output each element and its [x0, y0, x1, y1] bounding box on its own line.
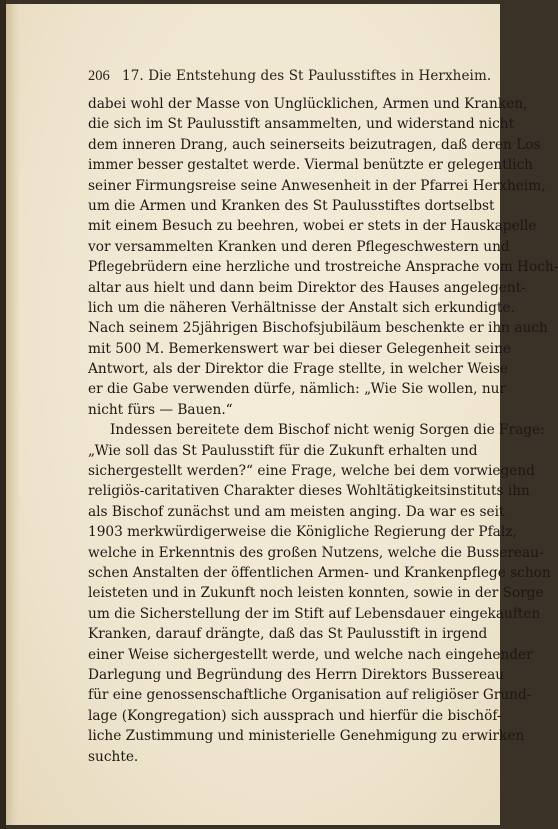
text-line: Indessen bereitete dem Bischof nicht wenig Sorgen die Frage:: [110, 422, 545, 439]
text-line: „Wie soll das St Paulusstift für die Zukunft erhalten und: [88, 442, 478, 459]
text-line: religiös-caritativen Charakter dieses Wohltätigkeitsinstituts ihn: [88, 483, 530, 500]
page-header: [88, 68, 492, 90]
text-line: als Bischof zunächst und am meisten anging. Da war es seit: [88, 503, 505, 520]
text-line: seiner Firmungsreise seine Anwesenheit in der Pfarrei Herxheim,: [88, 177, 546, 194]
text-line: Nach seinem 25jährigen Bischofsjubiläum beschenkte er ihn auch: [88, 320, 548, 337]
text-line: liche Zustimmung und ministerielle Genehmigung zu erwirken: [88, 728, 525, 745]
text-line: um die Armen und Kranken des St Paulusstiftes dortselbst: [88, 197, 495, 214]
text-line: Pflegebrüdern eine herzliche und trostreiche Ansprache vom Hoch-: [88, 259, 558, 276]
text-line: altar aus hielt und dann beim Direktor des Hauses angelegent-: [88, 279, 526, 296]
text-line: welche in Erkenntnis des großen Nutzens, welche die Bussereau-: [88, 544, 544, 561]
text-line: sichergestellt werden?“ eine Frage, welche bei dem vorwiegend: [88, 463, 535, 480]
text-line: Kranken, darauf drängte, daß das St Paulusstift in irgend: [88, 626, 488, 643]
text-line: Antwort, als der Direktor die Frage stellte, in welcher Weise: [88, 361, 508, 378]
page-number: 206: [88, 68, 110, 84]
text-line: er die Gabe verwenden dürfe, nämlich: „Wie Sie wollen, nur: [88, 381, 507, 398]
text-line: lich um die näheren Verhältnisse der Anstalt sich erkundigte.: [88, 299, 515, 316]
text-line: lage (Kongregation) sich aussprach und hierfür die bischöf-: [88, 707, 502, 724]
body-text: [88, 94, 558, 767]
text-line: Darlegung und Begründung des Herrn Direktors Bussereau: [88, 666, 505, 683]
text-line: schen Anstalten der öffentlichen Armen- und Krankenpflege schon: [88, 564, 551, 581]
text-line: mit einem Besuch zu beehren, wobei er stets in der Hauskapelle: [88, 218, 537, 235]
page-gutter: [6, 4, 20, 825]
text-line: 1903 merkwürdigerweise die Königliche Regierung der Pfalz,: [88, 524, 517, 541]
text-line: immer besser gestaltet werde. Viermal benützte er gelegentlich: [88, 157, 533, 174]
text-line: suchte.: [88, 748, 139, 765]
text-line: um die Sicherstellung der im Stift auf Lebensdauer eingekauften: [88, 605, 541, 622]
text-line: vor versammelten Kranken und deren Pflegeschwestern und: [88, 238, 510, 255]
text-line: leisteten und in Zukunft noch leisten konnten, sowie in der Sorge: [88, 585, 544, 602]
text-line: mit 500 M. Bemerkenswert war bei dieser Gelegenheit seine: [88, 340, 511, 357]
book-page: [6, 4, 558, 825]
text-line: einer Weise sichergestellt werde, und welche nach eingehender: [88, 646, 533, 663]
paragraph-2: [88, 420, 551, 767]
text-line: die sich im St Paulusstift ansammelten, und widerstand nicht: [88, 116, 515, 133]
text-line: nicht fürs — Bauen.“: [88, 401, 233, 418]
paragraph-1: [88, 94, 558, 420]
text-line: für eine genossenschaftliche Organisation auf religiöser Grund-: [88, 687, 532, 704]
text-line: dabei wohl der Masse von Unglücklichen, Armen und Kranken,: [88, 96, 528, 112]
text-line: dem inneren Drang, auch seinerseits beizutragen, daß deren Los: [88, 136, 541, 153]
running-title: 17. Die Entstehung des St Paulusstiftes in Herxheim.: [122, 68, 492, 84]
